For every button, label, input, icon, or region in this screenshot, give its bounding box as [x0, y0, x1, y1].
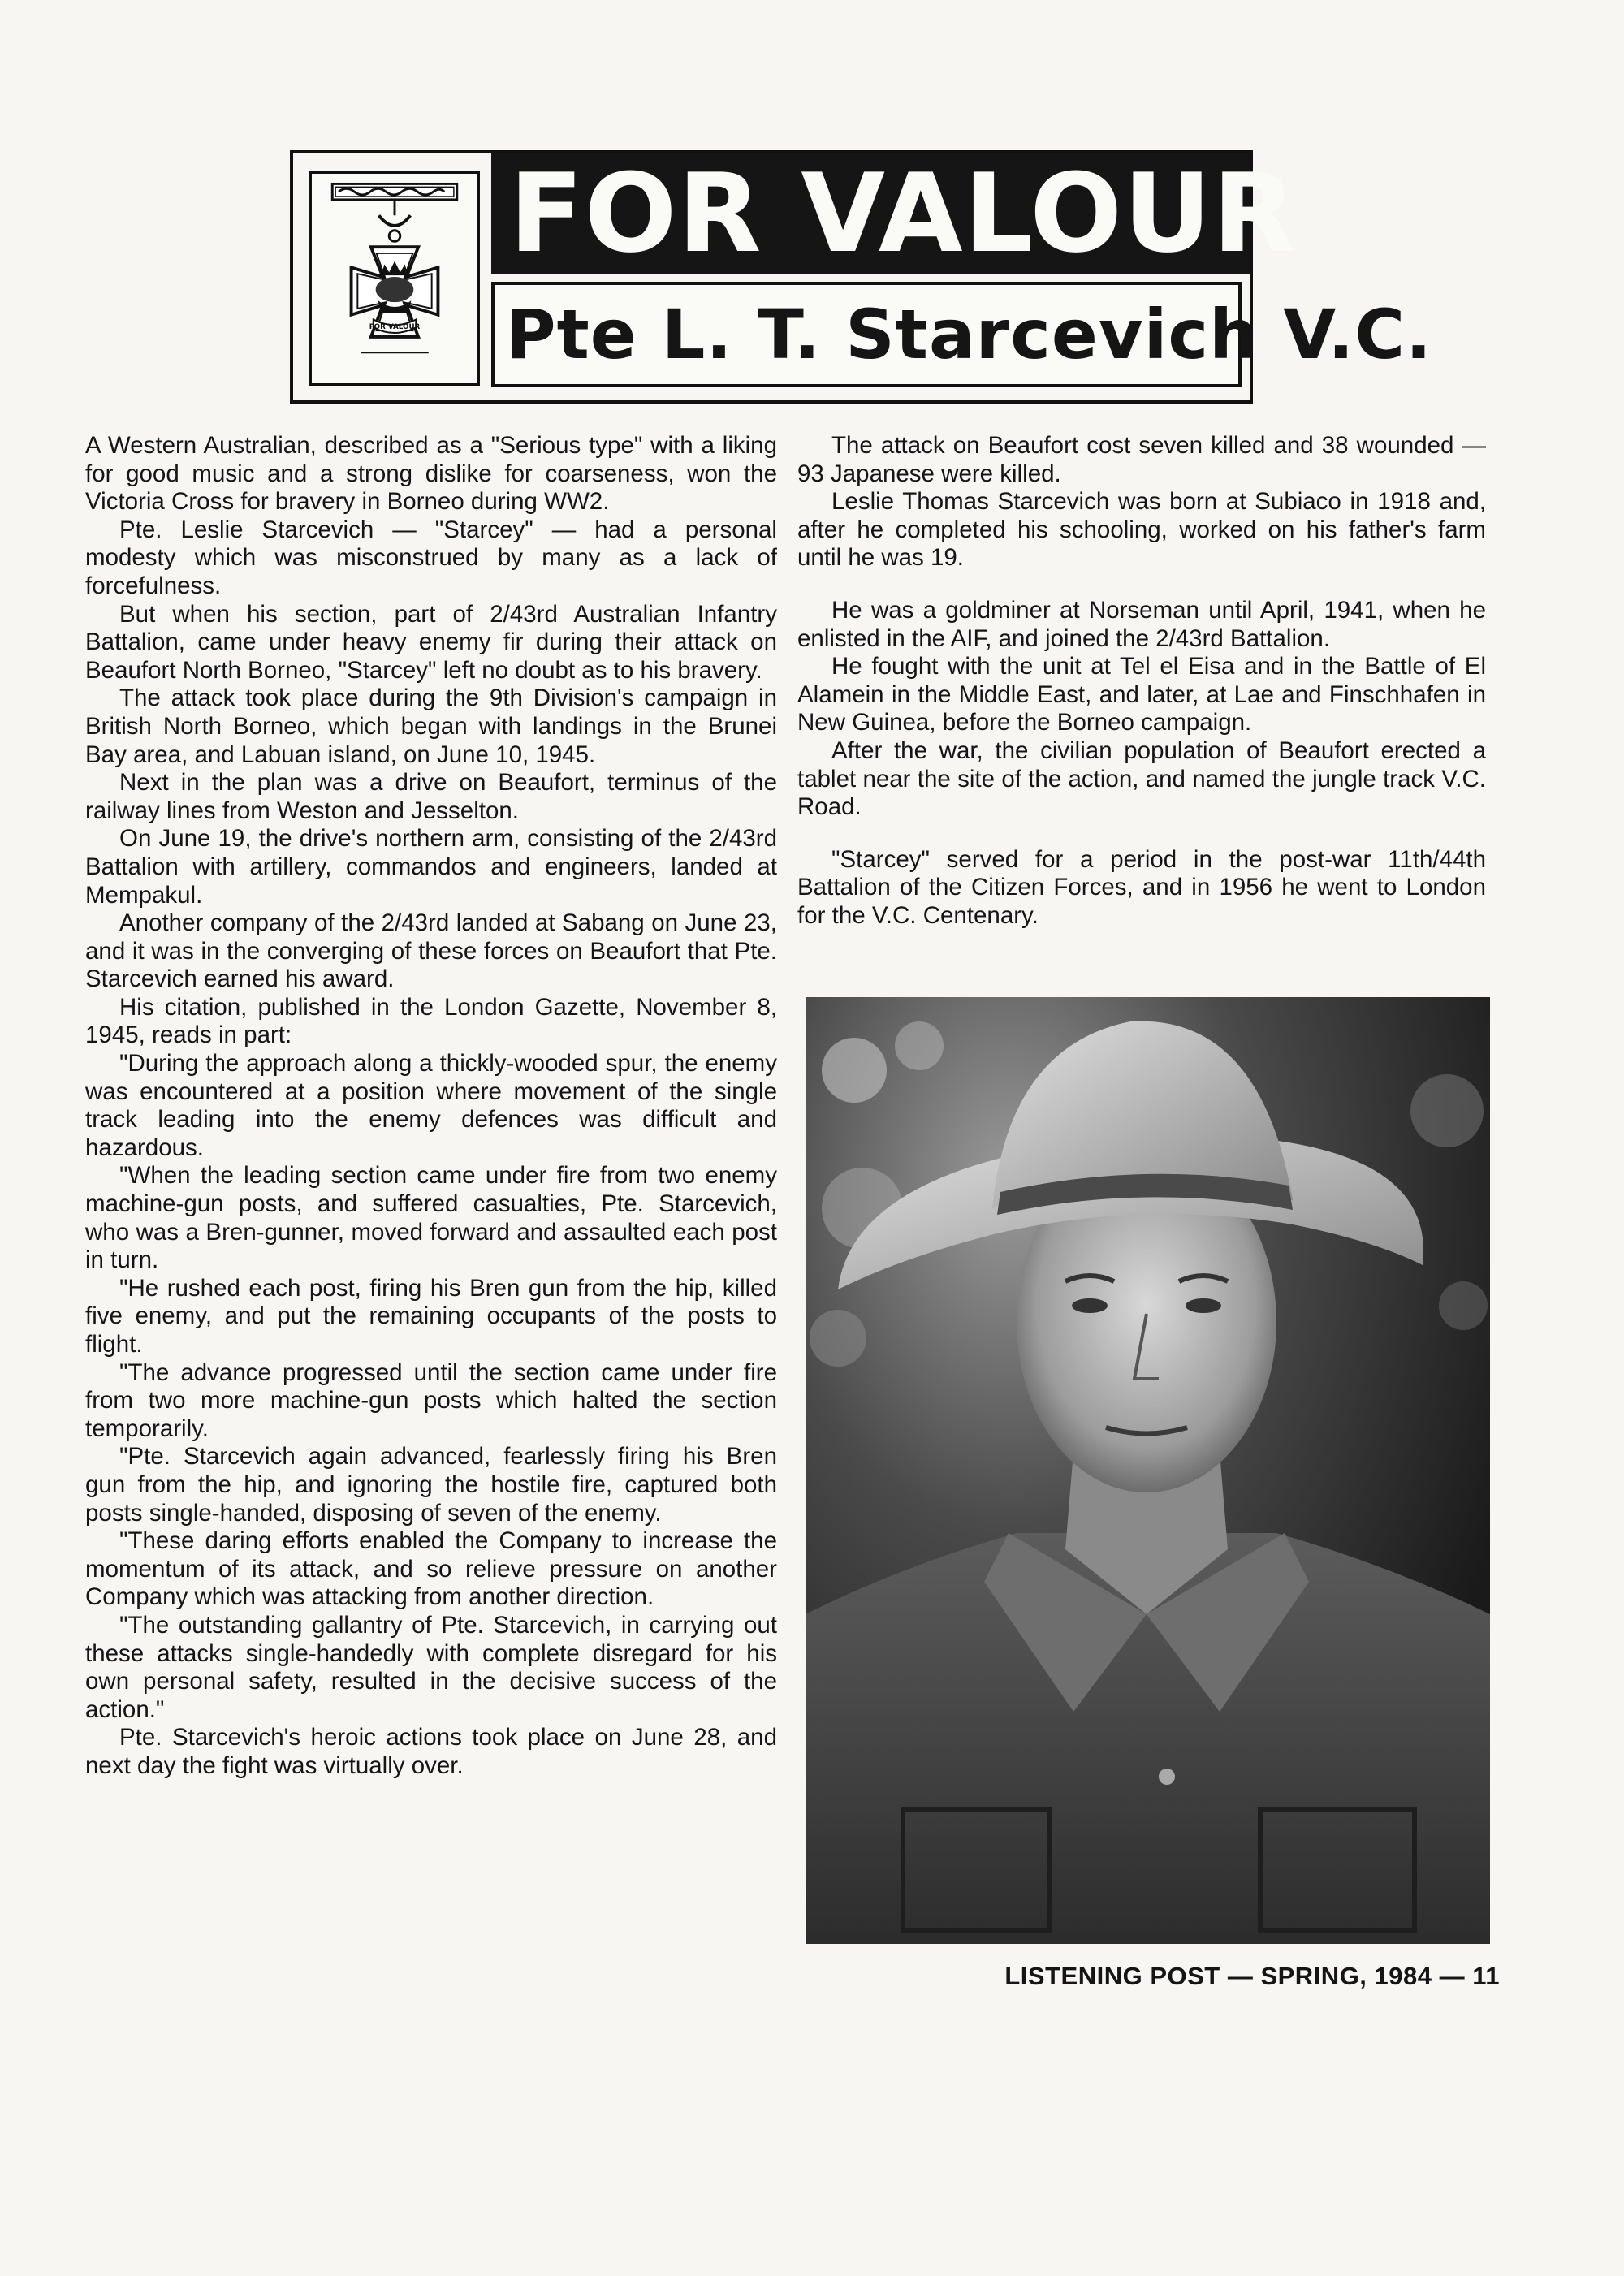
paragraph: Leslie Thomas Starcevich was born at Subiaco in 1918 and, after he completed his schooling, worked on his father's farm until he was 19.: [797, 488, 1486, 572]
page-footer: LISTENING POST — SPRING, 1984 — 11: [1004, 1962, 1500, 1990]
portrait-photo: [806, 997, 1490, 1944]
paragraph: Pte. Starcevich's heroic actions took place on June 28, and next day the fight was virtually over.: [85, 1724, 777, 1779]
paragraph: "The advance progressed until the section came under fire from two more machine-gun posts which halted the section temporarily.: [85, 1358, 777, 1442]
paragraph: "The outstanding gallantry of Pte. Starcevich, in carrying out these attacks single-handedly with complete disregard for his own personal safety, resulted in the decisive success of the action.": [85, 1611, 777, 1723]
paragraph: But when his section, part of 2/43rd Australian Infantry Battalion, came under heavy enemy fir during their attack on Beaufort North Borneo, "Starcey" left no doubt as to his bravery.: [85, 600, 777, 684]
paragraph: Another company of the 2/43rd landed at Sabang on June 23, and it was in the converging of these forces on Beaufort that Pte. Starcevich earned his award.: [85, 909, 777, 993]
article-header: [290, 150, 1432, 404]
paragraph: "When the leading section came under fire from two enemy machine-gun posts, and suffered casualties, Pte. Starcevich, who was a Bren-gunner, moved forward and assaulted each post in turn.: [85, 1162, 777, 1274]
paragraph: "During the approach along a thickly-wooded spur, the enemy was encountered at a position where movement of the single track leading into the enemy defences was difficult and hazardous.: [85, 1050, 777, 1161]
paragraph: He fought with the unit at Tel el Eisa and in the Battle of El Alamein in the Middle East, and later, at Lae and Finschhafen in New Guinea, before the Borneo campaign.: [797, 653, 1486, 736]
article-subtitle: Pte L. T. Starcevich V.C.: [491, 282, 1242, 387]
paragraph: "Starcey" served for a period in the post-war 11th/44th Battalion of the Citizen Forces, and in 1956 he went to London for the V.C. Centenary.: [797, 845, 1486, 929]
paragraph: Next in the plan was a drive on Beaufort, terminus of the railway lines from Weston and Jesselton.: [85, 769, 777, 824]
paragraph: Pte. Leslie Starcevich — "Starcey" — had a personal modesty which was misconstrued by many as a lack of forcefulness.: [85, 516, 777, 599]
victoria-cross-medal-icon: [312, 174, 477, 383]
medal-illustration: [309, 171, 480, 386]
page-title: FOR VALOUR: [491, 153, 1250, 274]
paragraph: The attack on Beaufort cost seven killed and 38 wounded — 93 Japanese were killed.: [797, 432, 1486, 487]
paragraph: He was a goldminer at Norseman until April, 1941, when he enlisted in the AIF, and joined the 2/43rd Battalion.: [797, 596, 1486, 652]
soldier-portrait-image: [806, 997, 1490, 1944]
article-right-column: [797, 432, 1486, 931]
paragraph: His citation, published in the London Gazette, November 8, 1945, reads in part:: [85, 993, 777, 1049]
svg-text:FOR VALOUR: FOR VALOUR: [369, 323, 421, 332]
article-left-column: [85, 432, 777, 1781]
paragraph: The attack took place during the 9th Division's campaign in British North Borneo, which began with landings in the Brunei Bay area, and Labuan island, on June 10, 1945.: [85, 685, 777, 768]
paragraph: A Western Australian, described as a "Serious type" with a liking for good music and a strong dislike for coarseness, won the Victoria Cross for bravery in Borneo during WW2.: [85, 432, 777, 516]
paragraph: On June 19, the drive's northern arm, consisting of the 2/43rd Battalion with artillery, commandos and engineers, landed at Mempakul.: [85, 825, 777, 909]
paragraph: After the war, the civilian population of Beaufort erected a tablet near the site of the action, and named the jungle track V.C. Road.: [797, 736, 1486, 821]
paragraph: "These daring efforts enabled the Company to increase the momentum of its attack, and so relieve pressure on another Company which was attacking from another direction.: [85, 1527, 777, 1611]
paragraph: "Pte. Starcevich again advanced, fearlessly firing his Bren gun from the hip, and ignoring the hostile fire, captured both posts single-handed, disposing of seven of the enemy.: [85, 1443, 777, 1527]
paragraph: "He rushed each post, firing his Bren gun from the hip, killed five enemy, and put the remaining occupants of the posts to flight.: [85, 1274, 777, 1358]
